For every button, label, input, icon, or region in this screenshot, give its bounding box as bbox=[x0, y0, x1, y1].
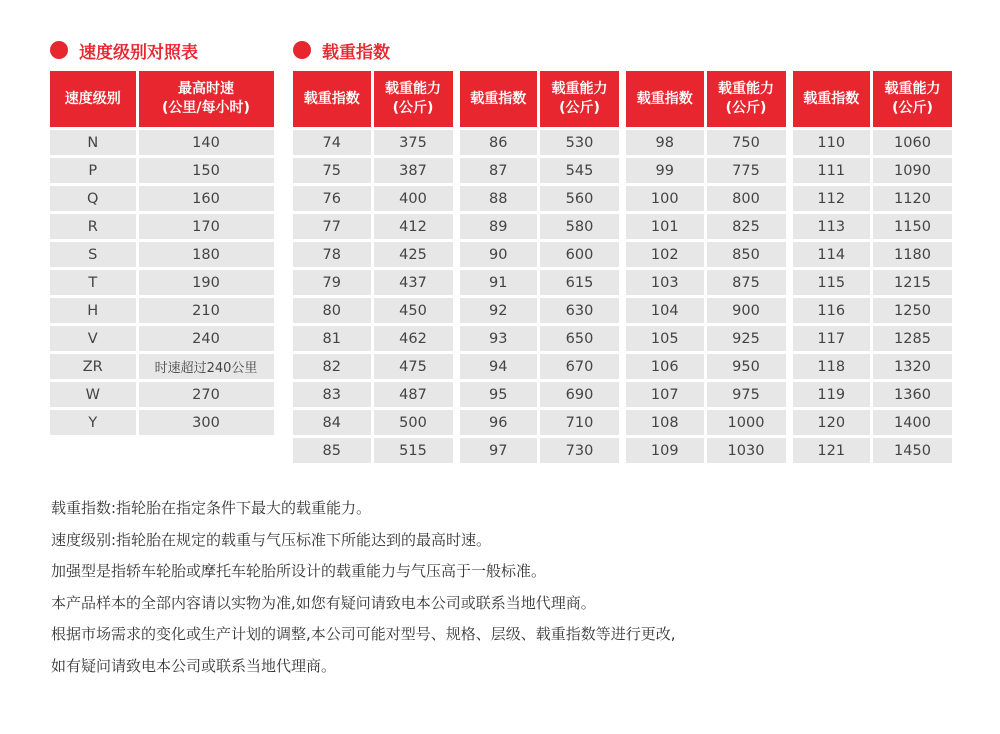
speed-rating-cell: S bbox=[50, 241, 137, 269]
speed-rating-cell: V bbox=[50, 325, 137, 353]
table-row bbox=[293, 213, 954, 241]
load-capacity-cell: 650 bbox=[539, 325, 621, 353]
table-row bbox=[50, 185, 275, 213]
load-index-header: 载重指数 bbox=[793, 71, 872, 129]
load-index-cell: 107 bbox=[626, 381, 705, 409]
load-capacity-cell: 875 bbox=[705, 269, 787, 297]
load-index-cell: 112 bbox=[793, 185, 872, 213]
load-index-cell: 104 bbox=[626, 297, 705, 325]
load-capacity-cell: 775 bbox=[705, 157, 787, 185]
load-capacity-cell: 425 bbox=[372, 241, 454, 269]
load-index-cell: 77 bbox=[293, 213, 372, 241]
load-capacity-header: 载重能力 (公斤) bbox=[372, 71, 454, 129]
load-index-cell: 90 bbox=[460, 241, 539, 269]
load-capacity-cell: 800 bbox=[705, 185, 787, 213]
speed-rating-cell: P bbox=[50, 157, 137, 185]
load-index-cell: 82 bbox=[293, 353, 372, 381]
table-row bbox=[293, 325, 954, 353]
speed-rating-cell: R bbox=[50, 213, 137, 241]
max-speed-cell: 270 bbox=[137, 381, 275, 409]
load-index-cell: 106 bbox=[626, 353, 705, 381]
note-line: 加强型是指轿车轮胎或摩托车轮胎所设计的载重能力与气压高于一般标准。 bbox=[51, 562, 547, 580]
load-capacity-cell: 900 bbox=[705, 297, 787, 325]
load-index-cell: 109 bbox=[626, 437, 705, 465]
speed-rating-cell: H bbox=[50, 297, 137, 325]
speed-rating-cell: W bbox=[50, 381, 137, 409]
speed-section-title-text: 速度级别对照表 bbox=[79, 42, 198, 63]
max-speed-cell: 300 bbox=[137, 409, 275, 437]
load-index-cell: 95 bbox=[460, 381, 539, 409]
note-line: 载重指数:指轮胎在指定条件下最大的载重能力。 bbox=[51, 499, 372, 517]
notes-block bbox=[51, 493, 676, 682]
table-row bbox=[293, 269, 954, 297]
max-speed-cell: 210 bbox=[137, 297, 275, 325]
speed-rating-cell: T bbox=[50, 269, 137, 297]
load-capacity-cell: 750 bbox=[705, 129, 787, 157]
table-row bbox=[293, 241, 954, 269]
table-row bbox=[50, 269, 275, 297]
load-capacity-cell: 515 bbox=[372, 437, 454, 465]
speed-rating-cell: N bbox=[50, 129, 137, 157]
load-index-cell: 78 bbox=[293, 241, 372, 269]
load-index-cell: 80 bbox=[293, 297, 372, 325]
note-line: 如有疑问请致电本公司或联系当地代理商。 bbox=[51, 656, 337, 675]
speed-rating-header: 速度级别 bbox=[50, 71, 137, 129]
table-row bbox=[50, 241, 275, 269]
load-section-title bbox=[293, 38, 390, 62]
load-index-cell: 119 bbox=[793, 381, 872, 409]
load-table-body bbox=[293, 129, 954, 465]
load-capacity-cell: 630 bbox=[539, 297, 621, 325]
load-index-cell: 102 bbox=[626, 241, 705, 269]
table-row bbox=[293, 409, 954, 437]
empty-cell bbox=[50, 437, 137, 465]
load-index-cell: 83 bbox=[293, 381, 372, 409]
load-index-cell: 84 bbox=[293, 409, 372, 437]
red-bullet-icon bbox=[293, 41, 311, 59]
table-row bbox=[293, 129, 954, 157]
load-index-cell: 81 bbox=[293, 325, 372, 353]
load-index-cell: 118 bbox=[793, 353, 872, 381]
note-line: 本产品样本的全部内容请以实物为准,如您有疑问请致电本公司或联系当地代理商。 bbox=[51, 593, 596, 612]
load-index-cell: 108 bbox=[626, 409, 705, 437]
load-capacity-cell: 375 bbox=[372, 129, 454, 157]
load-capacity-cell: 1060 bbox=[872, 129, 954, 157]
load-index-cell: 75 bbox=[293, 157, 372, 185]
speed-rating-cell: Q bbox=[50, 185, 137, 213]
load-index-cell: 87 bbox=[460, 157, 539, 185]
load-index-cell: 86 bbox=[460, 129, 539, 157]
load-index-cell: 94 bbox=[460, 353, 539, 381]
load-capacity-cell: 730 bbox=[539, 437, 621, 465]
load-capacity-cell: 1320 bbox=[872, 353, 954, 381]
table-row bbox=[293, 381, 954, 409]
load-index-cell: 97 bbox=[460, 437, 539, 465]
speed-table-header-row bbox=[50, 71, 275, 129]
load-index-cell: 105 bbox=[626, 325, 705, 353]
load-capacity-cell: 560 bbox=[539, 185, 621, 213]
note-line: 速度级别:指轮胎在规定的载重与气压标准下所能达到的最高时速。 bbox=[51, 530, 492, 549]
load-index-cell: 100 bbox=[626, 185, 705, 213]
load-capacity-cell: 530 bbox=[539, 129, 621, 157]
load-index-cell: 99 bbox=[626, 157, 705, 185]
table-row bbox=[293, 185, 954, 213]
load-capacity-cell: 850 bbox=[705, 241, 787, 269]
load-capacity-cell: 1360 bbox=[872, 381, 954, 409]
table-row bbox=[50, 381, 275, 409]
load-index-cell: 117 bbox=[793, 325, 872, 353]
load-capacity-cell: 387 bbox=[372, 157, 454, 185]
table-row bbox=[293, 157, 954, 185]
load-index-cell: 93 bbox=[460, 325, 539, 353]
load-capacity-cell: 475 bbox=[372, 353, 454, 381]
load-index-cell: 116 bbox=[793, 297, 872, 325]
load-index-cell: 89 bbox=[460, 213, 539, 241]
table-row bbox=[50, 157, 275, 185]
load-index-cell: 111 bbox=[793, 157, 872, 185]
empty-row bbox=[50, 437, 275, 465]
load-capacity-cell: 1215 bbox=[872, 269, 954, 297]
load-capacity-cell: 975 bbox=[705, 381, 787, 409]
max-speed-cell: 150 bbox=[137, 157, 275, 185]
load-index-cell: 103 bbox=[626, 269, 705, 297]
load-index-header: 载重指数 bbox=[293, 71, 372, 129]
speed-table-body bbox=[50, 129, 275, 465]
load-table-header-row bbox=[293, 71, 954, 129]
speed-rating-cell: ZR bbox=[50, 353, 137, 381]
max-speed-cell: 240 bbox=[137, 325, 275, 353]
load-capacity-cell: 412 bbox=[372, 213, 454, 241]
table-row bbox=[293, 353, 954, 381]
load-capacity-cell: 462 bbox=[372, 325, 454, 353]
table-row bbox=[50, 297, 275, 325]
load-capacity-cell: 825 bbox=[705, 213, 787, 241]
table-row bbox=[50, 213, 275, 241]
speed-section-title bbox=[50, 38, 198, 62]
max-speed-cell: 时速超过240公里 bbox=[137, 353, 275, 381]
load-section-title-text: 载重指数 bbox=[322, 42, 390, 63]
table-row bbox=[50, 409, 275, 437]
load-capacity-cell: 1000 bbox=[705, 409, 787, 437]
load-index-table bbox=[293, 71, 955, 466]
max-speed-cell: 160 bbox=[137, 185, 275, 213]
load-capacity-cell: 1250 bbox=[872, 297, 954, 325]
max-speed-cell: 170 bbox=[137, 213, 275, 241]
max-speed-cell: 140 bbox=[137, 129, 275, 157]
table-row bbox=[50, 129, 275, 157]
load-index-cell: 101 bbox=[626, 213, 705, 241]
speed-rating-cell: Y bbox=[50, 409, 137, 437]
speed-rating-table bbox=[50, 71, 277, 466]
load-capacity-cell: 450 bbox=[372, 297, 454, 325]
load-capacity-header: 载重能力 (公斤) bbox=[539, 71, 621, 129]
max-speed-cell: 190 bbox=[137, 269, 275, 297]
max-speed-header bbox=[137, 71, 275, 129]
load-index-header: 载重指数 bbox=[626, 71, 705, 129]
load-index-cell: 98 bbox=[626, 129, 705, 157]
load-index-cell: 92 bbox=[460, 297, 539, 325]
load-capacity-cell: 500 bbox=[372, 409, 454, 437]
table-row bbox=[293, 437, 954, 465]
load-index-cell: 110 bbox=[793, 129, 872, 157]
load-capacity-cell: 437 bbox=[372, 269, 454, 297]
load-index-cell: 114 bbox=[793, 241, 872, 269]
load-capacity-cell: 615 bbox=[539, 269, 621, 297]
load-capacity-cell: 1030 bbox=[705, 437, 787, 465]
table-row bbox=[50, 325, 275, 353]
load-capacity-cell: 400 bbox=[372, 185, 454, 213]
load-capacity-cell: 1450 bbox=[872, 437, 954, 465]
max-speed-header-text: 最高时速 (公里/每小时) bbox=[162, 81, 250, 116]
load-index-cell: 120 bbox=[793, 409, 872, 437]
load-index-cell: 113 bbox=[793, 213, 872, 241]
load-capacity-cell: 670 bbox=[539, 353, 621, 381]
load-capacity-cell: 1285 bbox=[872, 325, 954, 353]
load-capacity-cell: 710 bbox=[539, 409, 621, 437]
load-index-cell: 85 bbox=[293, 437, 372, 465]
red-bullet-icon bbox=[50, 41, 68, 59]
load-capacity-cell: 487 bbox=[372, 381, 454, 409]
load-capacity-cell: 690 bbox=[539, 381, 621, 409]
load-index-cell: 88 bbox=[460, 185, 539, 213]
load-capacity-cell: 1090 bbox=[872, 157, 954, 185]
load-capacity-cell: 925 bbox=[705, 325, 787, 353]
load-index-cell: 76 bbox=[293, 185, 372, 213]
load-index-cell: 79 bbox=[293, 269, 372, 297]
table-row bbox=[50, 353, 275, 381]
load-capacity-header: 载重能力 (公斤) bbox=[705, 71, 787, 129]
load-index-cell: 96 bbox=[460, 409, 539, 437]
load-capacity-cell: 1400 bbox=[872, 409, 954, 437]
note-line: 根据市场需求的变化或生产计划的调整,本公司可能对型号、规格、层级、载重指数等进行更改, bbox=[51, 625, 676, 643]
max-speed-cell: 180 bbox=[137, 241, 275, 269]
load-index-cell: 121 bbox=[793, 437, 872, 465]
load-capacity-cell: 1150 bbox=[872, 213, 954, 241]
table-row bbox=[293, 297, 954, 325]
load-capacity-cell: 600 bbox=[539, 241, 621, 269]
load-index-header: 载重指数 bbox=[460, 71, 539, 129]
load-capacity-cell: 1120 bbox=[872, 185, 954, 213]
load-capacity-cell: 580 bbox=[539, 213, 621, 241]
load-capacity-cell: 545 bbox=[539, 157, 621, 185]
load-index-cell: 115 bbox=[793, 269, 872, 297]
empty-cell bbox=[137, 437, 275, 465]
load-capacity-cell: 950 bbox=[705, 353, 787, 381]
load-capacity-header: 载重能力 (公斤) bbox=[872, 71, 954, 129]
load-index-cell: 74 bbox=[293, 129, 372, 157]
load-index-cell: 91 bbox=[460, 269, 539, 297]
load-capacity-cell: 1180 bbox=[872, 241, 954, 269]
